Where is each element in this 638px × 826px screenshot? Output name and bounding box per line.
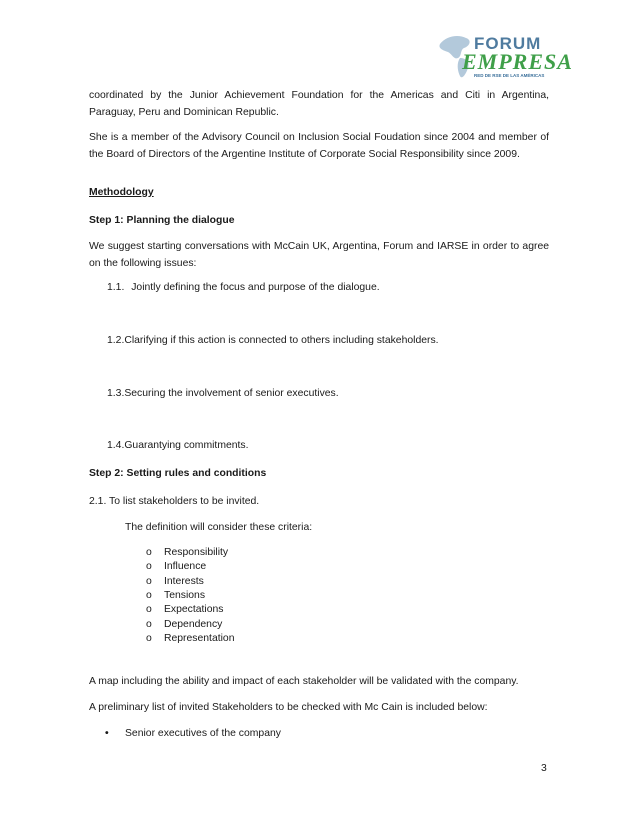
criteria-item: Expectations [164, 604, 224, 615]
criteria-marker: o [146, 576, 152, 587]
paragraph-advisory-council: She is a member of the Advisory Council on Inclusion Social Foudation since 2004 and member of the Board of Directors of the Argentine Institute of Corporate Social Responsibility since 2009. [89, 132, 549, 160]
step1-heading: Step 1: Planning the dialogue [89, 215, 235, 226]
step1-item [107, 281, 380, 295]
methodology-heading-text: Methodology [89, 187, 154, 198]
stakeholder-bullet-item: Senior executives of the company [125, 728, 281, 739]
preliminary-list-paragraph: A preliminary list of invited Stakeholders to be checked with Mc Cain is included below: [89, 702, 488, 713]
forum-empresa-logo [436, 30, 573, 82]
criteria-marker: o [146, 633, 152, 644]
step1-item [107, 334, 439, 348]
logo-forum-text: FORUM [474, 34, 542, 53]
step1-intro: We suggest starting conversations with McCain UK, Argentina, Forum and IARSE in order to agree on the following issues: [89, 241, 549, 269]
step1-item-number: 1.3. [107, 388, 125, 399]
criteria-marker: o [146, 547, 152, 558]
criteria-marker: o [146, 561, 152, 572]
logo-empresa-text: EMPRESA [462, 49, 573, 74]
criteria-item: Interests [164, 576, 204, 587]
step1-item-text: Securing the involvement of senior executives. [124, 388, 339, 399]
step1-item-number: 1.1. [107, 282, 125, 293]
criteria-item: Influence [164, 561, 207, 572]
criteria-item: Representation [164, 633, 235, 644]
criteria-item: Tensions [164, 590, 206, 601]
criteria-intro: The definition will consider these criteria: [125, 522, 313, 533]
criteria-item: Dependency [164, 619, 223, 630]
step1-item-number: 1.2. [107, 335, 125, 346]
logo-tagline: RED DE RSE DE LAS AMÉRICAS [474, 73, 545, 78]
bullet-marker: • [105, 728, 109, 739]
step1-item-text: Jointly defining the focus and purpose of the dialogue. [131, 282, 380, 293]
step1-item [107, 439, 249, 453]
criteria-marker: o [146, 604, 152, 615]
paragraph-coordinated: coordinated by the Junior Achievement Foundation for the Americas and Citi in Argentina, Paraguay, Peru and Dominican Republic. [89, 90, 549, 118]
step1-item [107, 387, 339, 401]
map-paragraph: A map including the ability and impact of each stakeholder will be validated with the company. [89, 676, 519, 687]
methodology-heading [89, 184, 549, 201]
criteria-marker: o [146, 619, 152, 630]
step2-item: 2.1. To list stakeholders to be invited. [89, 496, 260, 507]
page-number: 3 [541, 763, 547, 774]
step2-heading: Step 2: Setting rules and conditions [89, 468, 267, 479]
step1-item-text: Clarifying if this action is connected to others including stakeholders. [124, 335, 439, 346]
criteria-item: Responsibility [164, 547, 229, 558]
step1-item-text: Guarantying commitments. [124, 440, 249, 451]
criteria-marker: o [146, 590, 152, 601]
step1-item-number: 1.4. [107, 440, 125, 451]
